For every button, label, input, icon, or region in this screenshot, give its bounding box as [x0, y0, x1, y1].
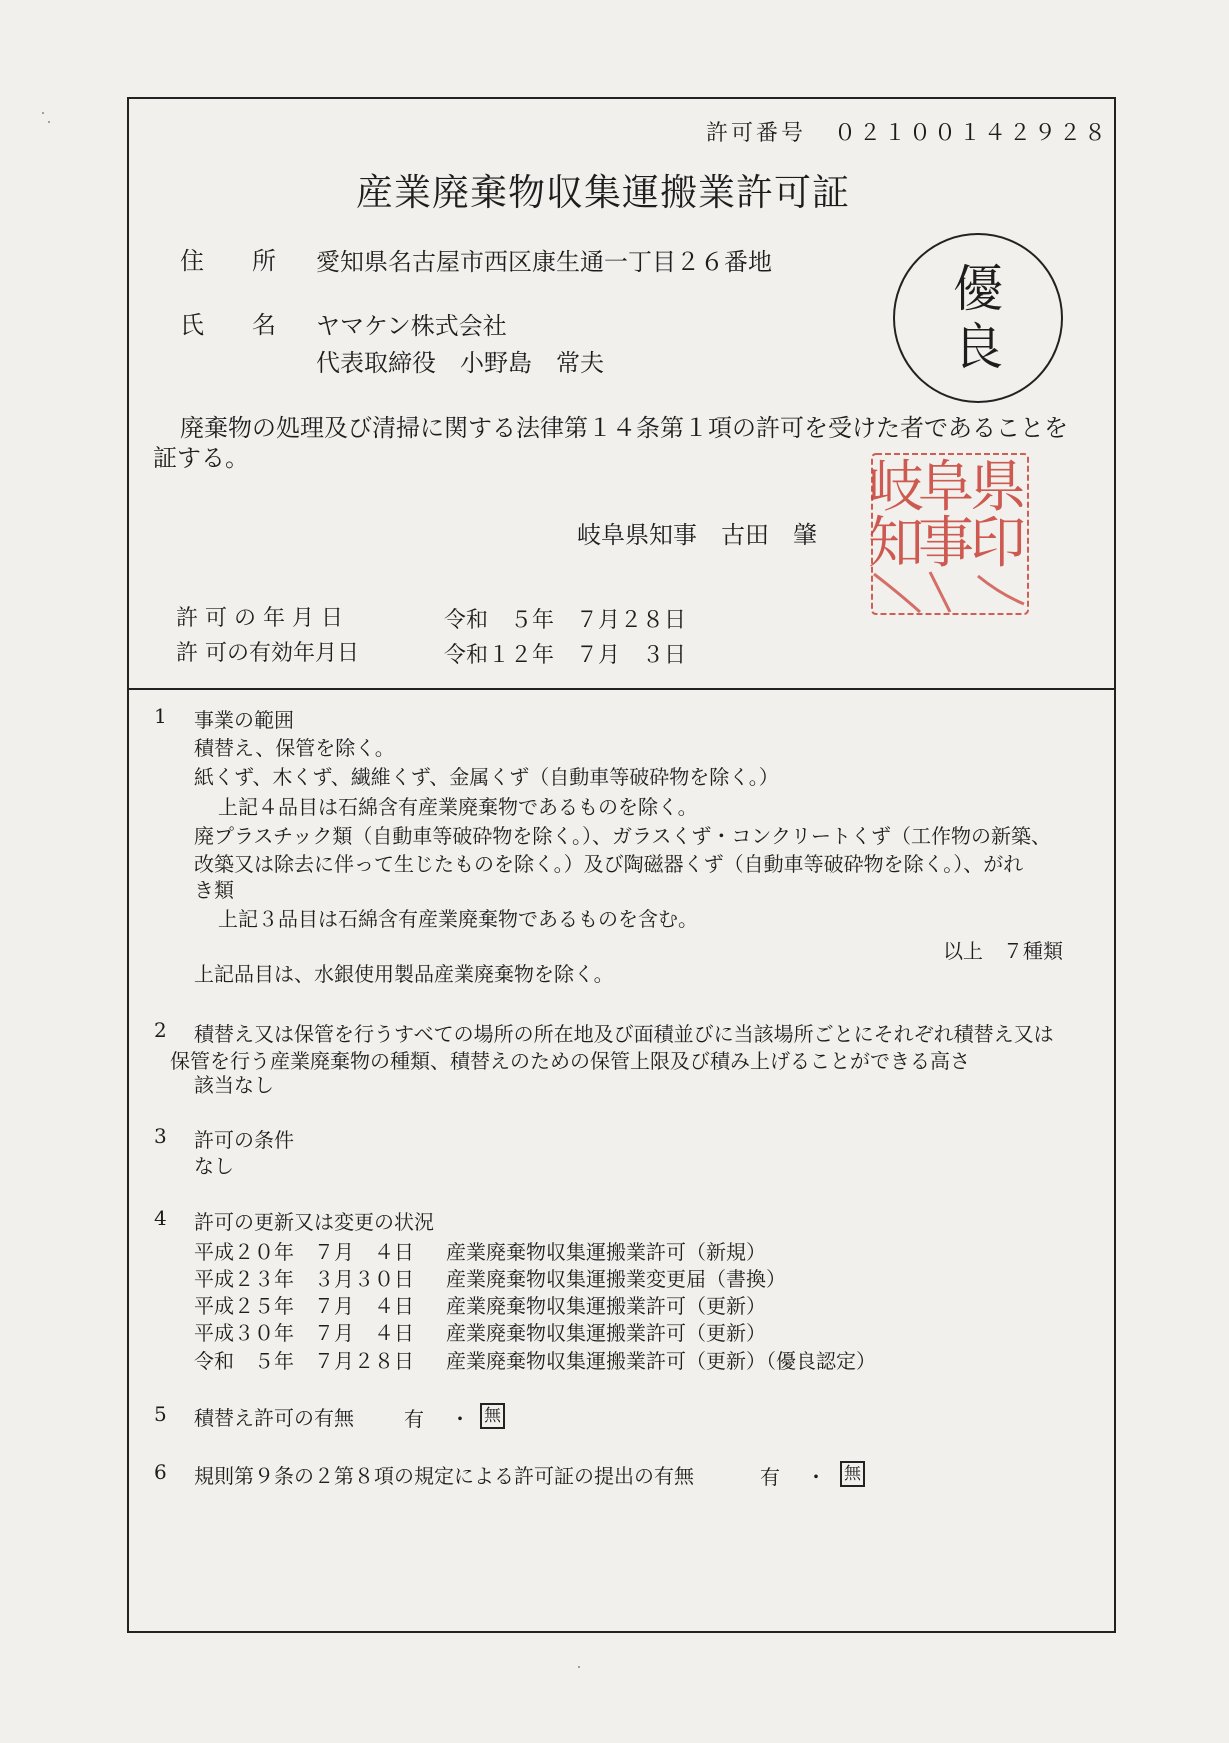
section-2-line-2: 保管を行う産業廃棄物の種類、積替えのための保管上限及び積み上げることができる高さ [170, 1049, 970, 1073]
svg-text:阜: 阜 [918, 455, 974, 520]
representative-name: 代表取締役 小野島 常夫 [316, 349, 604, 377]
header-divider [129, 688, 1114, 690]
history-row-1-date: 平成２０年 ７月 ４日 [194, 1240, 414, 1264]
section-6-separator: ・ [806, 1465, 826, 1489]
certification-line-1: 廃棄物の処理及び清掃に関する法律第１４条第１項の許可を受けた者であることを [180, 414, 1068, 442]
issuer-signature: 岐阜県知事 古田 肇 [577, 521, 817, 549]
section-5-no-label: 無 [480, 1403, 505, 1429]
section-1-total: 以上 ７種類 [943, 939, 1063, 963]
address-value: 愛知県名古屋市西区康生通一丁目２６番地 [316, 248, 772, 276]
section-2-number: 2 [154, 1018, 167, 1042]
history-row-1-event: 産業廃棄物収集運搬業許可（新規） [446, 1240, 766, 1264]
section-1-line-5: 改築又は除去に伴って生じたものを除く。）及び陶磁器くず（自動車等破砕物を除く。）、がれ [194, 852, 1024, 876]
name-label: 氏名 [180, 311, 324, 339]
section-1-heading: 事業の範囲 [194, 708, 294, 732]
section-6-no-selected [840, 1461, 865, 1487]
permit-number-value: ０２１００１４２９２８ [834, 121, 1110, 146]
svg-text:事: 事 [918, 511, 974, 576]
section-1-number: 1 [154, 704, 167, 728]
governor-seal [860, 444, 1040, 624]
history-row-2-date: 平成２３年 ３月３０日 [194, 1267, 414, 1291]
permit-date-label: 許 可 の 年 月 日 [176, 606, 343, 631]
excellent-badge [893, 233, 1063, 403]
section-1-line-2: 紙くず、木くず、繊維くず、金属くず（自動車等破砕物を除く。） [194, 765, 779, 789]
section-4-heading: 許可の更新又は変更の状況 [194, 1210, 434, 1234]
history-row-3-date: 平成２５年 ７月 ４日 [194, 1294, 414, 1318]
section-1-line-3: 上記４品目は石綿含有産業廃棄物であるものを除く。 [218, 795, 698, 819]
governor-seal-graphic [860, 444, 1040, 624]
section-2-line-1: 積替え又は保管を行うすべての場所の所在地及び面積並びに当該場所ごとにそれぞれ積替え又は [194, 1022, 1054, 1046]
section-6-yes: 有 [760, 1465, 780, 1489]
section-5-number: 5 [154, 1402, 167, 1426]
section-6-no-label: 無 [840, 1461, 865, 1487]
section-5-no-selected [480, 1403, 505, 1429]
section-3-heading: 許可の条件 [194, 1128, 294, 1152]
section-3-value: なし [194, 1154, 234, 1178]
history-row-2-event: 産業廃棄物収集運搬業変更届（書換） [446, 1267, 786, 1291]
section-1-line-6: き類 [194, 878, 234, 902]
section-3-number: 3 [154, 1124, 167, 1148]
company-name: ヤマケン株式会社 [316, 312, 507, 340]
section-1-line-7: 上記３品目は石綿含有産業廃棄物であるものを含む。 [218, 907, 698, 931]
section-1-line-4: 廃プラスチック類（自動車等破砕物を除く。）、ガラスくず・コンクリートくず（工作物の新築、 [194, 824, 1051, 848]
address-label: 住所 [180, 247, 324, 275]
section-2-value: 該当なし [194, 1073, 274, 1097]
history-row-5-event: 産業廃棄物収集運搬業許可（更新）（優良認定） [446, 1349, 876, 1373]
svg-text:岐: 岐 [868, 455, 924, 520]
section-5-separator: ・ [450, 1407, 470, 1431]
history-row-5-date: 令和 ５年 ７月２８日 [194, 1349, 414, 1373]
history-row-4-date: 平成３０年 ７月 ４日 [194, 1321, 414, 1345]
badge-char-2: 良 [953, 318, 1003, 376]
permit-number [706, 116, 1109, 147]
section-6-heading: 規則第９条の２第８項の規定による許可証の提出の有無 [194, 1464, 694, 1488]
section-5-heading: 積替え許可の有無 [194, 1406, 354, 1430]
svg-text:県: 県 [970, 455, 1026, 520]
section-6-number: 6 [154, 1460, 167, 1484]
section-1-line-1: 積替え、保管を除く。 [194, 736, 395, 760]
svg-text:知: 知 [868, 511, 924, 576]
history-row-3-event: 産業廃棄物収集運搬業許可（更新） [446, 1294, 766, 1318]
section-5-yes: 有 [404, 1407, 424, 1431]
expiry-date-value: 令和１２年 ７月 ３日 [444, 643, 687, 668]
section-1-note: 上記品目は、水銀使用製品産業廃棄物を除く。 [194, 962, 614, 986]
certification-line-2: 証する。 [153, 444, 249, 472]
permit-date-value: 令和 ５年 ７月２８日 [444, 608, 687, 633]
permit-number-label: 許可番号 [706, 121, 807, 146]
svg-text:印: 印 [970, 511, 1026, 576]
history-row-4-event: 産業廃棄物収集運搬業許可（更新） [446, 1321, 766, 1345]
badge-char-1: 優 [953, 260, 1003, 318]
expiry-date-label: 許 可の有効年月日 [176, 641, 359, 666]
section-4-number: 4 [154, 1206, 167, 1230]
document-title: 産業廃棄物収集運搬業許可証 [356, 171, 850, 214]
